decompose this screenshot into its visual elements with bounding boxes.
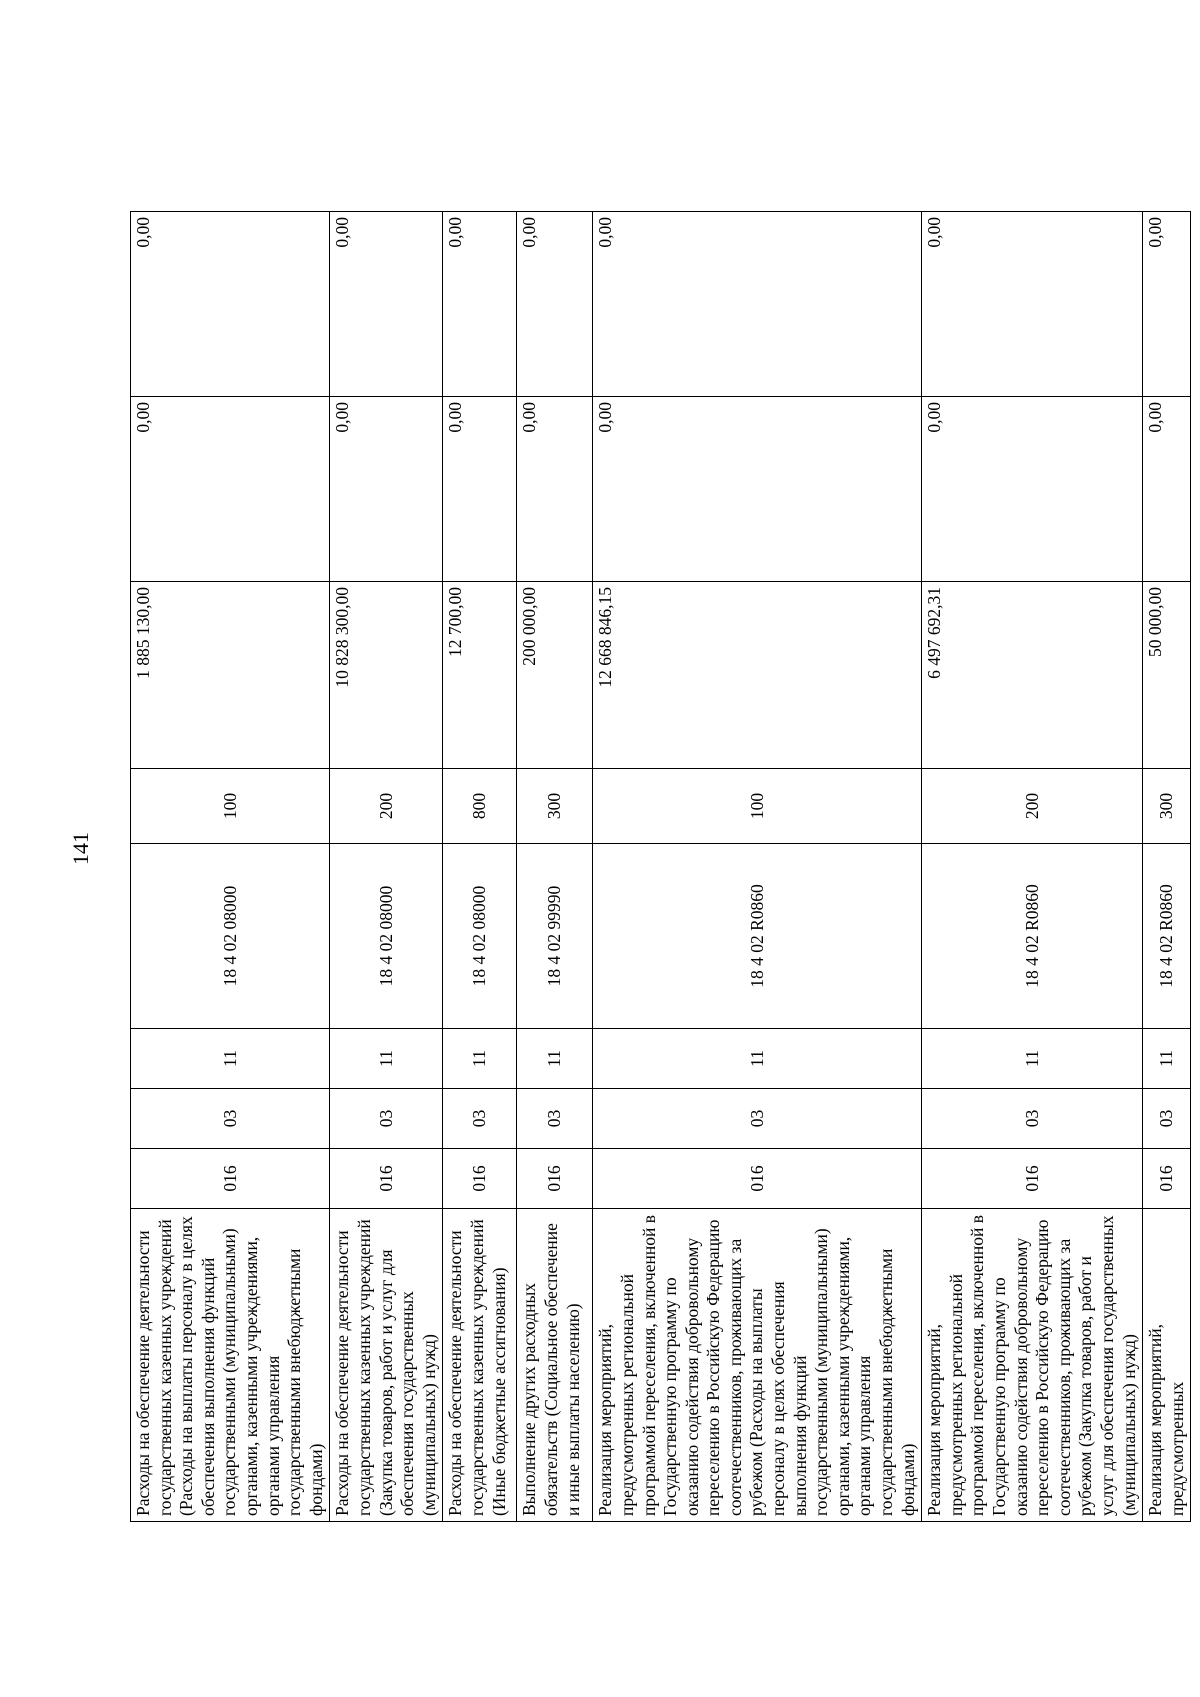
- ministry-code: 016: [131, 1149, 330, 1209]
- target-article-code: 18 4 02 R0860: [922, 844, 1143, 1029]
- expense-name: Расходы на обеспечение деятельности государственных казенных учреждений (Закупка товаров, работ и услуг для обеспечения государственных (муниципальных) нужд): [330, 1209, 443, 1522]
- amount-year-1: 6 497 692,31: [922, 582, 1143, 769]
- subsection-code: 11: [330, 1029, 443, 1089]
- table-row: [922, 212, 1143, 1522]
- target-article-code: 18 4 02 08000: [443, 844, 517, 1029]
- expense-type-code: 100: [131, 769, 330, 844]
- ministry-code: 016: [593, 1149, 922, 1209]
- ministry-code: 016: [517, 1149, 593, 1209]
- amount-year-1: 10 828 300,00: [330, 582, 443, 769]
- amount-year-1: 200 000,00: [517, 582, 593, 769]
- section-code: 03: [443, 1089, 517, 1149]
- expense-type-code: 300: [517, 769, 593, 844]
- amount-year-3: 0,00: [593, 212, 922, 397]
- target-article-code: 18 4 02 R0860: [1143, 844, 1191, 1029]
- section-code: 03: [131, 1089, 330, 1149]
- table-row: [517, 212, 593, 1522]
- expense-name: Реализация мероприятий, предусмотренных: [1143, 1209, 1191, 1522]
- amount-year-3: 0,00: [330, 212, 443, 397]
- amount-year-2: 0,00: [443, 397, 517, 582]
- expense-type-code: 300: [1143, 769, 1191, 844]
- amount-year-3: 0,00: [1143, 212, 1191, 397]
- expense-name: Выполнение других расходных обязательств (Социальное обеспечение и иные выплаты населению): [517, 1209, 593, 1522]
- section-code: 03: [517, 1089, 593, 1149]
- subsection-code: 11: [131, 1029, 330, 1089]
- section-code: 03: [922, 1089, 1143, 1149]
- ministry-code: 016: [330, 1149, 443, 1209]
- expense-type-code: 800: [443, 769, 517, 844]
- amount-year-2: 0,00: [922, 397, 1143, 582]
- amount-year-2: 0,00: [1143, 397, 1191, 582]
- table-row: [593, 212, 922, 1522]
- expense-type-code: 200: [922, 769, 1143, 844]
- table-row: [330, 212, 443, 1522]
- amount-year-1: 12 700,00: [443, 582, 517, 769]
- page-number: 141: [68, 832, 93, 865]
- section-code: 03: [1143, 1089, 1191, 1149]
- budget-table: [130, 211, 1191, 1522]
- target-article-code: 18 4 02 99990: [517, 844, 593, 1029]
- subsection-code: 11: [1143, 1029, 1191, 1089]
- subsection-code: 11: [517, 1029, 593, 1089]
- expense-type-code: 200: [330, 769, 443, 844]
- amount-year-3: 0,00: [517, 212, 593, 397]
- table-row: [1143, 212, 1191, 1522]
- amount-year-2: 0,00: [131, 397, 330, 582]
- subsection-code: 11: [443, 1029, 517, 1089]
- section-code: 03: [593, 1089, 922, 1149]
- amount-year-1: 1 885 130,00: [131, 582, 330, 769]
- subsection-code: 11: [593, 1029, 922, 1089]
- amount-year-2: 0,00: [330, 397, 443, 582]
- ministry-code: 016: [922, 1149, 1143, 1209]
- expense-name: Расходы на обеспечение деятельности государственных казенных учреждений (Иные бюджетные ассигнования): [443, 1209, 517, 1522]
- table-row: [443, 212, 517, 1522]
- ministry-code: 016: [1143, 1149, 1191, 1209]
- expense-name: Реализация мероприятий, предусмотренных региональной программой переселения, включенной в Государственную программу по оказанию содействия добровольному переселению в Российскую Федерацию соотечественников, проживающих за рубежом (Закупка товаров, работ и услуг для обеспечения государственных (муниципальных) нужд): [922, 1209, 1143, 1522]
- ministry-code: 016: [443, 1149, 517, 1209]
- expense-name: Расходы на обеспечение деятельности государственных казенных учреждений (Расходы на выплаты персоналу в целях обеспечения выполнения функций государственными (муниципальными) органами, казенными учреждениями, органами управления государственными внебюджетными фондами): [131, 1209, 330, 1522]
- target-article-code: 18 4 02 R0860: [593, 844, 922, 1029]
- amount-year-1: 12 668 846,15: [593, 582, 922, 769]
- expense-type-code: 100: [593, 769, 922, 844]
- amount-year-2: 0,00: [517, 397, 593, 582]
- amount-year-3: 0,00: [131, 212, 330, 397]
- target-article-code: 18 4 02 08000: [330, 844, 443, 1029]
- section-code: 03: [330, 1089, 443, 1149]
- table-row: [131, 212, 330, 1522]
- amount-year-2: 0,00: [593, 397, 922, 582]
- expense-name: Реализация мероприятий, предусмотренных региональной программой переселения, включенной в Государственную программу по оказанию содействия добровольному переселению в Российскую Федерацию соотечественников, проживающих за рубежом (Расходы на выплаты персоналу в целях обеспечения выполнения функций государственными (муниципальными) органами, казенными учреждениями, органами управления государственными внебюджетными фондами): [593, 1209, 922, 1522]
- amount-year-1: 50 000,00: [1143, 582, 1191, 769]
- subsection-code: 11: [922, 1029, 1143, 1089]
- target-article-code: 18 4 02 08000: [131, 844, 330, 1029]
- amount-year-3: 0,00: [922, 212, 1143, 397]
- amount-year-3: 0,00: [443, 212, 517, 397]
